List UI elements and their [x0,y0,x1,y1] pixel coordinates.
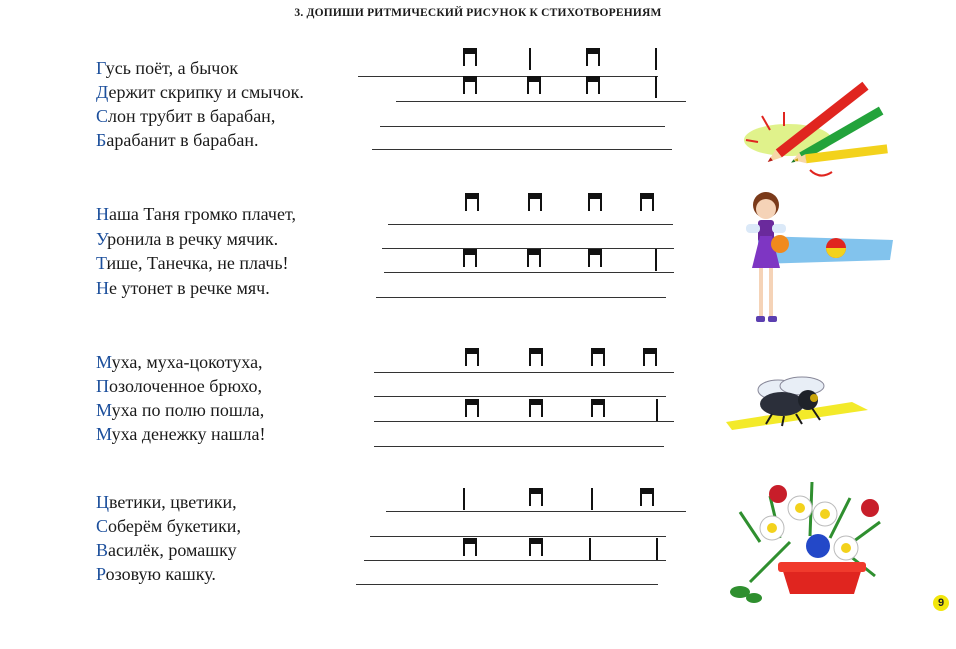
flower-pot-illustration [720,472,900,612]
poem-line [96,204,296,224]
rhythm-bar-mark [655,76,657,98]
rhythm-bar-mark [655,249,657,271]
poem-line [96,424,265,444]
rhythm-ta-mark [529,538,543,556]
line-text: ише, Танечка, не плачь! [106,253,289,273]
poem-line [96,82,304,102]
line-text: озолоченное брюхо, [109,376,263,396]
line-text: уха денежку нашла! [111,424,266,444]
rhythm-ta-mark [586,76,600,94]
poem-line [96,376,262,396]
rhythm-ta-mark [640,488,654,506]
line-text: лон трубит в барабан, [108,106,276,126]
poem-line [96,58,238,78]
rhythm-ta-mark [465,193,479,211]
rhythm-ta-mark [586,48,600,66]
first-letter: Р [96,564,106,584]
rhythm-bar-mark [529,48,531,70]
rhythm-ta-mark [463,249,477,267]
rhythm-ta-mark [591,399,605,417]
rhythm-ta-mark [465,348,479,366]
rhythm-ta-mark [529,399,543,417]
first-letter: М [96,352,112,372]
line-text: ержит скрипку и смычок. [108,82,304,102]
line-text: аша Таня громко плачет, [109,204,296,224]
rhythm-ta-mark [591,348,605,366]
line-text: ронила в речку мячик. [107,229,279,249]
answer-line [396,101,686,102]
line-text: асилёк, ромашку [108,540,237,560]
poem-line [96,400,264,420]
page-number: 9 [933,595,949,611]
pencils-illustration [740,60,900,185]
answer-line [370,536,666,537]
first-letter: Н [96,204,109,224]
poem-line [96,492,237,512]
line-text: е утонет в речке мяч. [109,278,270,298]
fly-illustration [722,370,870,432]
poem-line [96,253,289,273]
answer-line [384,272,674,273]
line-text: усь поёт, а бычок [105,58,239,78]
answer-line [372,149,672,150]
rhythm-bar-mark [589,538,591,560]
poem-line [96,516,241,536]
rhythm-ta-mark [588,249,602,267]
line-text: уха, муха-цокотуха, [111,352,263,372]
poem-line [96,130,259,150]
line-text: арабанит в барабан. [106,130,259,150]
first-letter: М [96,400,112,420]
poem-line [96,352,263,372]
answer-line [356,584,658,585]
poem-line [96,540,237,560]
rhythm-ta-mark [588,193,602,211]
answer-line [374,396,666,397]
rhythm-ta-mark [463,76,477,94]
first-letter: В [96,540,109,560]
line-text: оберём букетики, [108,516,241,536]
poem-line [96,278,270,298]
answer-line [374,421,674,422]
first-letter: Д [96,82,109,102]
rhythm-ta-mark [527,249,541,267]
rhythm-ta-mark [640,193,654,211]
rhythm-ta-mark [529,348,543,366]
answer-line [388,224,673,225]
answer-line [376,297,666,298]
rhythm-ta-mark [527,76,541,94]
first-letter: С [96,516,109,536]
poem-line [96,106,275,126]
answer-line [374,372,674,373]
rhythm-ta-mark [643,348,657,366]
answer-line [380,126,665,127]
first-letter: У [96,229,108,249]
answer-line [364,560,666,561]
rhythm-ta-mark [465,399,479,417]
rhythm-bar-mark [591,488,593,510]
first-letter: Г [96,58,106,78]
first-letter: Б [96,130,107,150]
first-letter: М [96,424,112,444]
rhythm-ta-mark [528,193,542,211]
answer-line [374,446,664,447]
first-letter: Н [96,278,109,298]
line-text: уха по полю пошла, [111,400,265,420]
first-letter: С [96,106,109,126]
first-letter: Ц [96,492,109,512]
rhythm-ta-mark [463,48,477,66]
rhythm-bar-mark [656,538,658,560]
poem-line [96,564,216,584]
rhythm-ta-mark [529,488,543,506]
answer-line [358,76,658,77]
page-title: 3. ДОПИШИ РИТМИЧЕСКИЙ РИСУНОК К СТИХОТВОРЕНИЯМ [294,7,662,19]
line-text: ветики, цветики, [109,492,237,512]
rhythm-ta-mark [463,538,477,556]
poem-line [96,229,278,249]
rhythm-bar-mark [655,48,657,70]
line-text: озовую кашку. [105,564,216,584]
girl-with-ball-illustration [718,188,893,336]
answer-line [386,511,686,512]
first-letter: П [96,376,109,396]
first-letter: Т [96,253,107,273]
rhythm-bar-mark [463,488,465,510]
rhythm-bar-mark [656,399,658,421]
